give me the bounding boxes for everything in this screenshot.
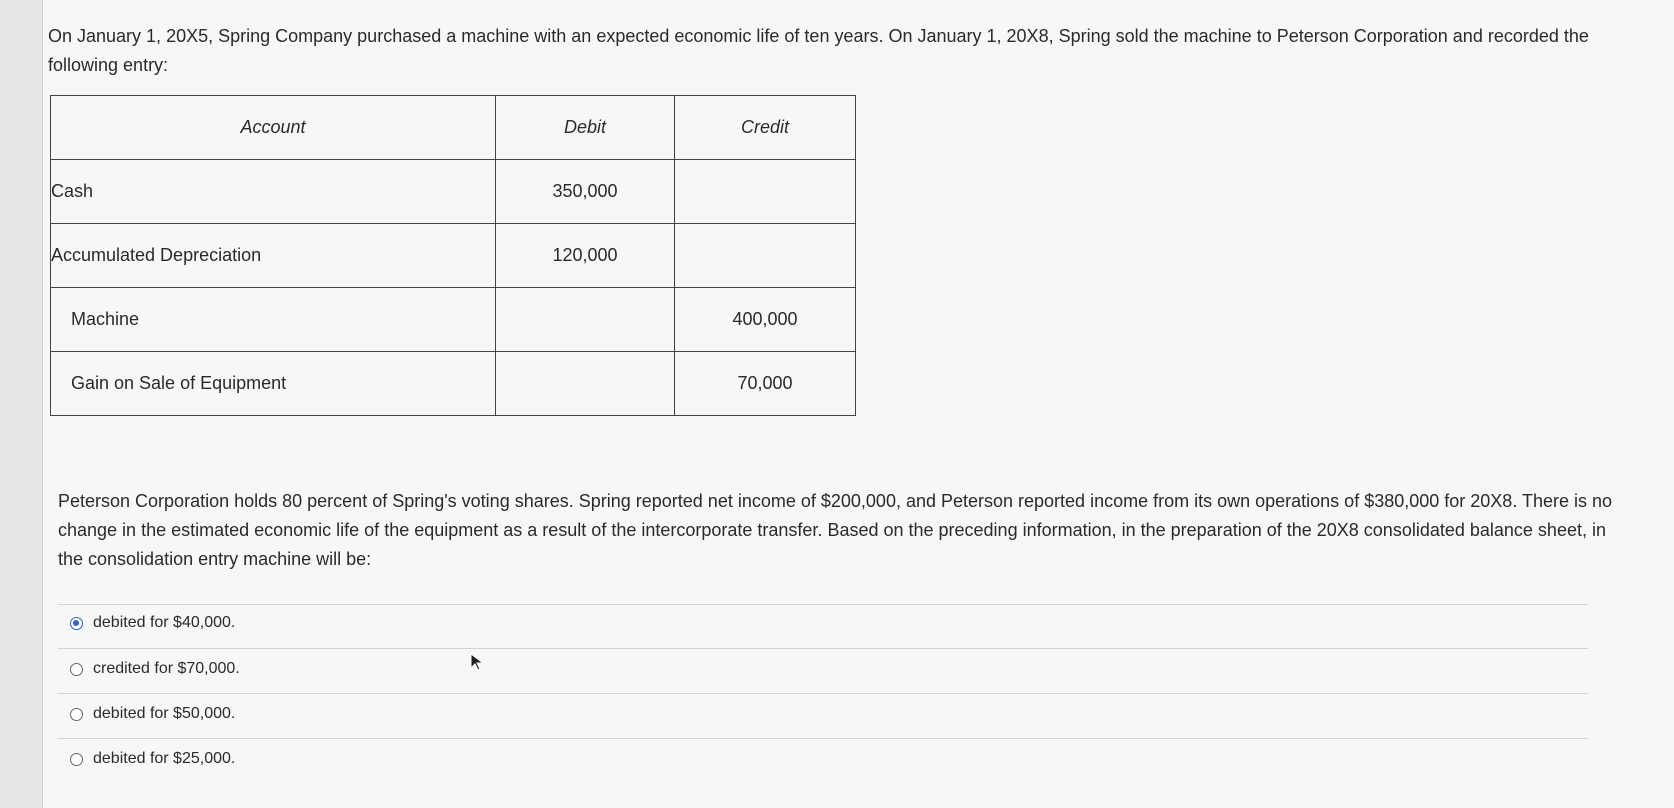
account-cell: Cash (51, 160, 496, 224)
answer-option-label: debited for $50,000. (93, 705, 236, 722)
radio-selected-icon[interactable] (70, 617, 83, 630)
debit-cell: 120,000 (496, 224, 675, 288)
debit-cell (496, 352, 675, 416)
account-cell: Accumulated Depreciation (51, 224, 496, 288)
answer-option-label: debited for $40,000. (93, 614, 236, 631)
table-row (51, 160, 856, 224)
radio-icon[interactable] (70, 663, 83, 676)
credit-cell (675, 224, 856, 288)
debit-header: Debit (496, 96, 675, 160)
credit-cell (675, 160, 856, 224)
debit-cell (496, 288, 675, 352)
account-cell: Machine (51, 288, 496, 352)
intro-text: On January 1, 20X5, Spring Company purchased a machine with an expected economic life of ten years. On January 1, 20X8, Spring sold the machine to Peterson Corporation and recorded the following entry: (48, 26, 1589, 75)
table-row (51, 352, 856, 416)
table-row (51, 224, 856, 288)
credit-cell: 70,000 (675, 352, 856, 416)
answer-option-2[interactable] (70, 660, 240, 678)
answer-option-1[interactable] (70, 614, 235, 632)
table-row (51, 288, 856, 352)
option-divider (58, 648, 1588, 649)
option-divider (58, 693, 1588, 694)
account-header: Account (51, 96, 496, 160)
answer-option-label: debited for $25,000. (93, 750, 236, 767)
mouse-cursor-icon (470, 653, 486, 671)
credit-cell: 400,000 (675, 288, 856, 352)
answer-option-4[interactable] (70, 750, 235, 768)
credit-header: Credit (675, 96, 856, 160)
option-divider (58, 738, 1588, 739)
option-divider (58, 604, 1588, 605)
journal-entry-table (50, 95, 856, 416)
answer-option-label: credited for $70,000. (93, 660, 240, 677)
table-header-row (51, 96, 856, 160)
radio-icon[interactable] (70, 708, 83, 721)
account-cell: Gain on Sale of Equipment (51, 352, 496, 416)
debit-cell: 350,000 (496, 160, 675, 224)
radio-icon[interactable] (70, 753, 83, 766)
question-text: Peterson Corporation holds 80 percent of Spring's voting shares. Spring reported net income of $200,000, and Peterson reported income from its own operations of $380,000 for 20X8. There is no change in the estimated economic life of the equipment as a result of the intercorporate transfer. Based on the preceding information, in the preparation of the 20X8 consolidated balance sheet, in the consolidation entry machine will be: (58, 491, 1613, 569)
answer-option-3[interactable] (70, 705, 235, 723)
